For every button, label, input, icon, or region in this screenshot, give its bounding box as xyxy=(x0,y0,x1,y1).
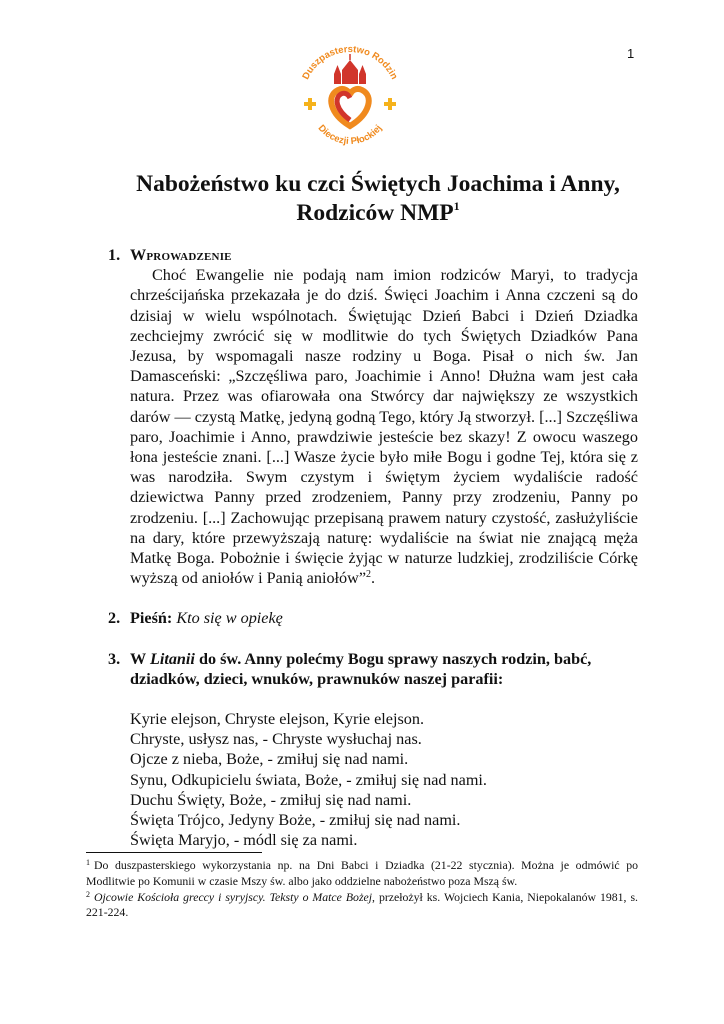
section-1-heading xyxy=(108,245,638,265)
litany-line: Chryste, usłysz nas, - Chryste wysłuchaj nas. xyxy=(130,730,422,749)
section-3-w: W xyxy=(130,649,146,668)
litany-line: Ojcze z nieba, Boże, - zmiłuj się nad nami. xyxy=(130,750,409,769)
litany-line: Święta Maryjo, - módl się za nami. xyxy=(130,831,358,850)
footnote-2-title: Ojcowie Kościoła greccy i syryjscy. Teksty o Matce Bożej xyxy=(94,889,373,904)
section-3-litany-name: Litanii xyxy=(149,649,195,668)
section-3-line-2: dziadków, dzieci, wnuków, prawnuków naszej parafii: xyxy=(130,669,504,688)
page-number: 1 xyxy=(627,46,635,61)
footnote-2-ref: 2 xyxy=(86,889,90,899)
section-1-body xyxy=(130,265,638,588)
litany-line: Kyrie elejson, Chryste elejson, Kyrie elejson. xyxy=(130,710,424,729)
section-2-number: 2. xyxy=(108,609,121,628)
litany-line: Synu, Odkupicielu świata, Boże, - zmiłuj się nad nami. xyxy=(130,770,487,789)
title-footnote-ref: 1 xyxy=(453,199,460,213)
section-1-title: Wprowadzenie xyxy=(130,246,232,264)
section-1-text: Choć Ewangelie nie podają nam imion rodziców Maryi, to tradycja chrześcijańska przekazała je do dziś. Święci Joachim i Anna czczeni są do dzisiaj w wielu wspólnotach. Świętując Dzień Babci i Dzień Dziadka zechciejmy zwrócić się w modlitwie do tych Świętych Dziadków Pana Jezusa, by wspomagali nasze rodziny u Boga. Pisał o nich św. Jan Damasceński: „Szczęśliwa paro, Joachimie i Anno! Dłużna wam jest cała natura. Przez was ofiarowała ona Stwórcy dar największy ze wszystkich darów — czystą Matkę, jedyną godną Tego, który Ją stworzył. [...] Szczęśliwa paro, Joachimie i Anno, prawdziwie jesteście bez skazy! Z owocu waszego łona jesteście znani. [...] Wasze życie było miłe Bogu i godne Tej, która się z was narodziła. Swym czystym i świętym życiem wydaliście radość dziewictwa Panny przed zrodzeniem, Panny przy zrodzeniu, Panny po zrodzeniu. [...] Zachowując przepisaną prawem natury czystość, zasłużyliście na dary, które przewyższają naturę: wydaliście na świat nie znającą męża Matkę Boga. Pobożnie i święcie żyjąc w naturze ludzkiej, zrodziliście Córkę wyższą od aniołów i Panią aniołów” xyxy=(130,266,638,588)
section-3-line-1 xyxy=(108,649,638,669)
rings-heart-icon xyxy=(331,89,369,126)
page-title xyxy=(80,170,676,228)
section-3-rest: do św. Anny polećmy Bogu sprawy naszych rodzin, babć, xyxy=(198,649,592,668)
section-3-heading xyxy=(108,649,638,689)
title-line-1: Nabożeństwo ku czci Świętych Joachima i Anny, xyxy=(136,171,620,197)
section-1-end: . xyxy=(371,569,376,588)
title-line-2: Rodziców NMP xyxy=(296,200,454,226)
section-3-number: 3. xyxy=(108,649,121,668)
section-2-song: Kto się w opiekę xyxy=(176,609,283,628)
left-cross-icon xyxy=(304,98,316,110)
section-2-label: Pieśń: xyxy=(130,609,173,628)
footnote-1-text: Do duszpasterskiego wykorzystania np. na Dni Babci i Dziadka (21-22 stycznia). Można je odmówić po Modlitwie po Komunii w czasie Mszy św. albo jako oddzielne nabożeństwo poza Mszą św. xyxy=(86,858,638,888)
litany-line: Duchu Święty, Boże, - zmiłuj się nad nami. xyxy=(130,790,412,809)
litany-list xyxy=(130,709,638,850)
footnote-2-text: , przełożył ks. Wojciech Kania, Niepokalanów 1981, s. 221-224. xyxy=(86,889,638,920)
footnote-2 xyxy=(86,890,638,922)
church-icon xyxy=(334,54,366,84)
duszpasterstwo-rodzin-logo xyxy=(290,38,410,158)
right-cross-icon xyxy=(384,98,396,110)
section-1-footnote-ref: 2 xyxy=(366,569,372,581)
logo-text-bottom: Diecezji Płockiej xyxy=(315,122,385,148)
logo-text-top: Duszpasterstwo Rodzin xyxy=(300,44,400,82)
litany-line: Święta Trójco, Jedyny Boże, - zmiłuj się nad nami. xyxy=(130,811,461,830)
main-content xyxy=(108,245,638,850)
footnote-divider xyxy=(86,852,262,853)
section-2-heading xyxy=(108,608,638,628)
footnote-1 xyxy=(86,858,638,890)
footnotes xyxy=(86,858,638,921)
footnote-1-ref: 1 xyxy=(86,858,90,867)
section-1-number: 1. xyxy=(108,246,121,264)
